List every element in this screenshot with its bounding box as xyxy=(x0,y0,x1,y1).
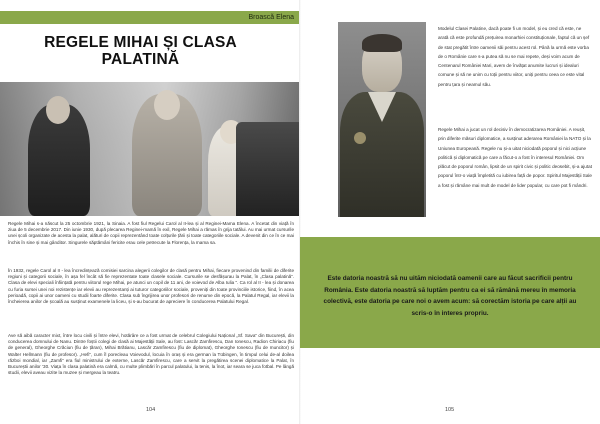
photo-car xyxy=(236,122,300,216)
author-bar: Broască Elena xyxy=(0,11,300,24)
left-paragraph-1: Regele Mihai s-a născut la 25 octombrie 1921, la Sinaia. A fost fiul Regelui Carol al II-lea și al Reginei-Mama Elena. A încetat din viață în ziua de 5 decembrie 2017. Din iunie 1930, după plecarea Reginei-mamă în exil, Regele Mihai a rămas în grija tatălui. Au mai urmat cursurile unei școli organizate de acesta la palat, alături de copii reprezentând toate colțurile țării și toate categoriile sociale. A devenit din ce în ce mai închis în sine și mai gânditor. Singurele săptămâni fericite erau cele petrecute la Florența, la mama sa. xyxy=(8,221,294,245)
portrait-hair xyxy=(362,34,402,52)
right-paragraph-1: Modelul Clasei Palatine, dacă poate fi un model, și eu cred că este, ne arată că este profundă prețuirea monarhiei constituționale, faptul că un șef de stat pregătit între oamenii săi pentru acest rol. Până la urmă este vorba de o Românie care s-a putea să nu se mai repete, deși voim acum de Centenarul României Mari, avem de învățat anumite lucruri și idealuri comune și să ne unim cu toții pentru viitor, uniți pentru ceea ce este vital pentru țara și neamul său. xyxy=(438,26,590,87)
page-number-right: 105 xyxy=(445,407,455,413)
left-paragraph-2: În 1932, regele Carol al II - lea încredințează comisiei sarcina alegerii colegilor de clasă pentru Mihai, fiecare provenind din familii de diferite regiuni și categorii sociale, în așa fel încât să fie reprezentate toate clasele sociale. Cursurile se desfășurau la Palat, în „Clasa palatină”. Clasa de elevi speciali înființată pentru viitorul rege Mihai, pe atunci un copil de 11 ani, de voievod de Alba Iulia ”. Ca rol al II - lea și donarea cu furia sursei unei noi rezistențe iar elevii au reprezentanți ai tuturor categoriilor sociale, proveniți din toate provinciile istorice, fiind, în acea perioadă, copii ai unor oameni cu studii foarte diferite. Clasa sub îngrijirea unor profesori de renume din epocă, la Palatul Regal, iar elevii la încheierea anilor de școală au susținut examenele la liceu, și s-au bucurat de apreciere în conducerea Palatului Regal. xyxy=(8,268,294,305)
right-page xyxy=(300,0,600,424)
portrait-insignia xyxy=(354,132,366,144)
right-paragraph-2: Regele Mihai a jucat un rol decisiv în democratizarea României. A reușit, prin diferite măsuri diplomatice, a susținut aderarea României la NATO și la Uniunea Europeană. Regele nu și-a uitat niciodată poporul și nici acțiune politică și diplomatică pe care a făcut-o a fost în interesul României. Om plăcut de poporul român, lipsit de un spirit civic și politic deosebit, și-a ajutat poporul într-o viață împletită cu iubirea față de popor. Spiritul Majestății Sale a fost și rămâne mai mult de model de lider popular, cu care pot fi mândri. xyxy=(438,127,592,188)
left-paragraph-3: Ave să aibă caracter mixt, între locu civili și între elevi, hotărâre ce a fost urmat de celebrul Colegiului Național „Sf. Sava” din București, din conducerea domnului de Nanu. Dintre foștii colegi de clasă ai Majestății Sale, au fost: Lascăr Zamfirescu, Dan Ionescu, Radion Chiriacu (fiu de general), Gheorghe Crăciun (fiu de țăran), Mihai Brătianu, Lascăr Zamfirescu (fiu de diplomat), Gheorghe Ionescu (fiu de muncitor) și Walter Hellmann (fiu de profesor). „Hefi”, cum îl porecleau Voievodul, locuia în oraș și era german la Tübingen, în timpul celui de-al doilea război mondial, iar „Zamfi” era fiul ministrului de externe, Lascăr Zamfirescu, care a servit la pregătirea scenei diplomatice la Palat, în Bucureștii anilor ’30. Viața în clasa palatină era calmă, cu multe plimbări în parcul palatului, la tenis, la înot, iar seara se juca fotbal. Pe lângă studii, elevii aveau vizite la muzee și mergeau la teatru. xyxy=(8,333,294,376)
family-photo xyxy=(0,82,300,216)
portrait-photo xyxy=(338,22,426,217)
photo-figure-king-carol xyxy=(28,104,90,216)
article-title: REGELE MIHAI ȘI CLASA PALATINĂ xyxy=(44,34,237,68)
highlight-quote: Este datoria noastră să nu uităm niciodată oamenii care au făcut sacrificii pentru România. Este datoria noastră să luptăm pentru ca ei să rămână mereu în memoria colectivă, este datoria pe care noi o avem acum: să corectăm istoria pe care alții au scris-o în interes propriu. xyxy=(323,275,577,317)
photo-figure-queen-elena xyxy=(132,94,202,216)
page-number-left: 104 xyxy=(146,407,156,413)
